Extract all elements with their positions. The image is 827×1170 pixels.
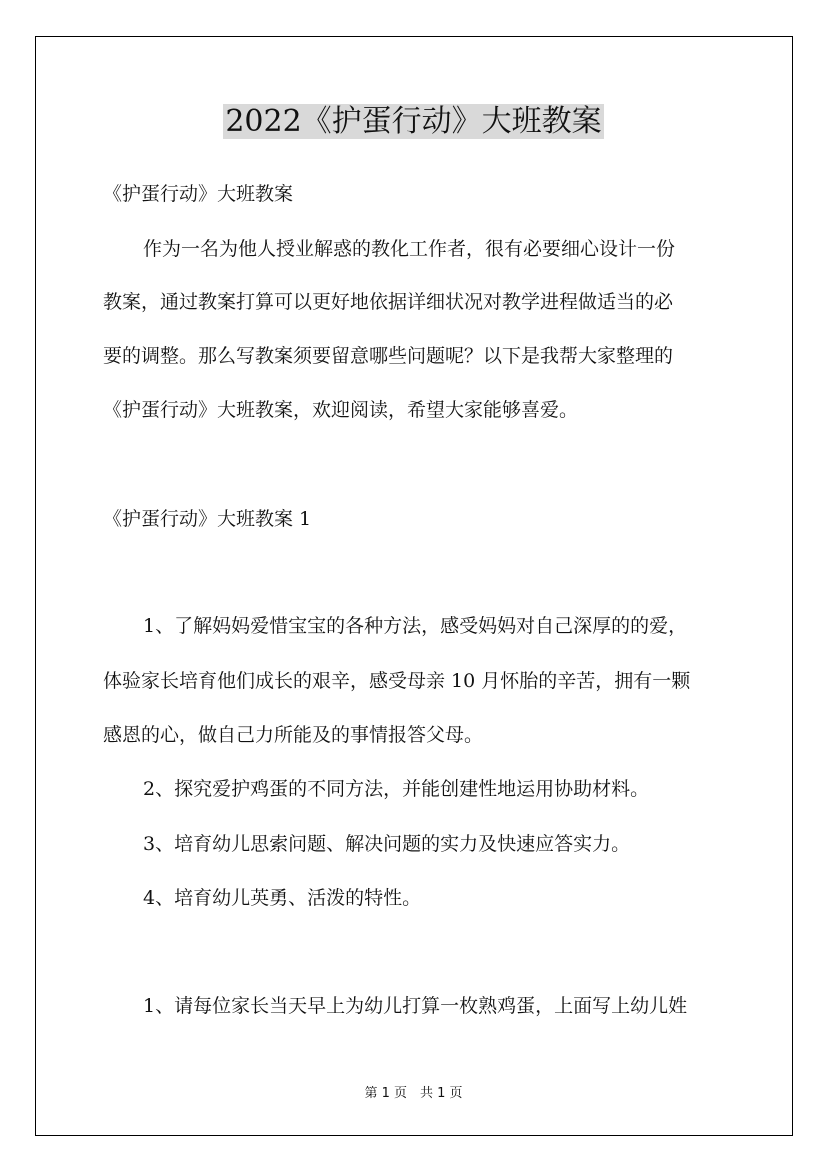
intro-line-3: 要的调整。那么写教案须要留意哪些问题呢？以下是我帮大家整理的 (103, 345, 674, 367)
intro-line-2: 教案，通过教案打算可以更好地依据详细状况对教学进程做适当的必 (103, 291, 674, 313)
document-title (0, 100, 827, 144)
goal-line-5: 3、培育幼儿思索问题、解决问题的实力及快速应答实力。 (143, 833, 631, 855)
page-footer: 第 1 页 共 1 页 (364, 1086, 463, 1101)
goal-line-1: 1、了解妈妈爱惜宝宝的各种方法，感受妈妈对自己深厚的的爱， (143, 615, 688, 637)
goal-line-4: 2、探究爱护鸡蛋的不同方法，并能创建性地运用协助材料。 (143, 778, 650, 800)
goal-line-2: 体验家长培育他们成长的艰辛，感受母亲 10 月怀胎的辛苦，拥有一颗 (103, 670, 691, 692)
intro-line-1: 作为一名为他人授业解惑的教化工作者，很有必要细心设计一份 (143, 238, 676, 260)
prep-line-1: 1、请每位家长当天早上为幼儿打算一枚熟鸡蛋，上面写上幼儿姓 (143, 995, 688, 1017)
intro-line-4: 《护蛋行动》大班教案，欢迎阅读，希望大家能够喜爱。 (103, 399, 579, 421)
goal-line-3: 感恩的心，做自己力所能及的事情报答父母。 (103, 724, 484, 746)
subtitle: 《护蛋行动》大班教案 (103, 183, 294, 205)
section-heading: 《护蛋行动》大班教案 1 (103, 508, 312, 530)
document-title-text: 2022《护蛋行动》大班教案 (225, 104, 602, 139)
goal-line-6: 4、培育幼儿英勇、活泼的特性。 (143, 887, 422, 909)
